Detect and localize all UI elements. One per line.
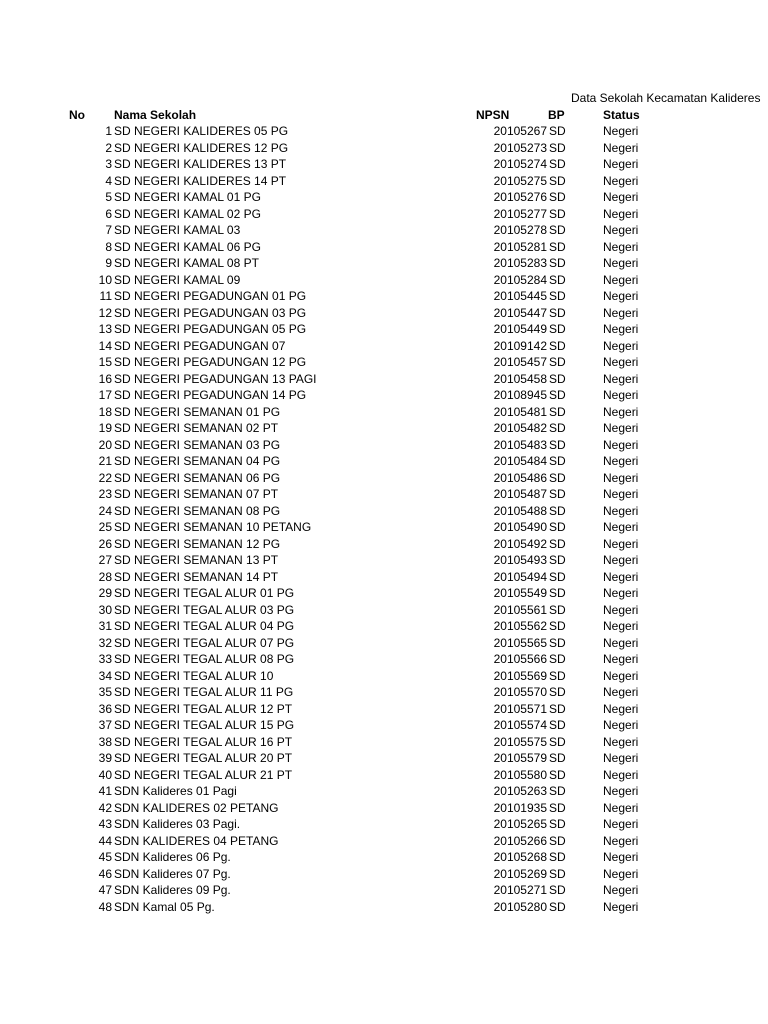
school-status: Negeri xyxy=(603,421,639,435)
school-status: Negeri xyxy=(603,173,639,188)
school-name: SD NEGERI SEMANAN 08 PG xyxy=(114,503,281,518)
school-name: SD NEGERI TEGAL ALUR 15 PG xyxy=(114,718,295,732)
school-npsn: 20105284 xyxy=(493,272,547,287)
school-status: Negeri xyxy=(603,784,639,798)
school-name: SDN Kalideres 06 Pg. xyxy=(114,850,231,864)
row-number: 8 xyxy=(105,239,112,254)
table-row xyxy=(0,684,768,701)
table-row xyxy=(0,420,768,437)
row-number: 26 xyxy=(98,536,112,551)
school-status: Negeri xyxy=(603,586,639,600)
school-npsn: 20105457 xyxy=(493,355,547,369)
school-name: SDN Kamal 05 Pg. xyxy=(114,899,215,914)
school-npsn: 20105494 xyxy=(493,569,547,584)
school-status: Negeri xyxy=(603,701,639,716)
table-row xyxy=(0,503,768,520)
school-bp: SD xyxy=(549,503,566,518)
table-row xyxy=(0,651,768,668)
school-status: Negeri xyxy=(603,652,639,666)
school-status: Negeri xyxy=(603,223,639,237)
school-status: Negeri xyxy=(603,602,639,617)
school-npsn: 20105266 xyxy=(493,833,547,848)
school-npsn: 20105481 xyxy=(493,404,547,419)
school-status: Negeri xyxy=(603,239,639,254)
school-bp: SD xyxy=(549,157,566,171)
header-npsn: NPSN xyxy=(476,108,510,122)
row-number: 20 xyxy=(98,437,112,452)
school-name: SD NEGERI SEMANAN 13 PT xyxy=(114,553,279,567)
table-row xyxy=(0,189,768,206)
school-name: SD NEGERI PEGADUNGAN 12 PG xyxy=(114,355,307,369)
school-npsn: 20105269 xyxy=(493,866,547,881)
school-npsn: 20105579 xyxy=(493,751,547,765)
school-status: Negeri xyxy=(603,569,639,584)
school-status: Negeri xyxy=(603,272,639,287)
table-row xyxy=(0,750,768,767)
row-number: 23 xyxy=(98,487,112,501)
row-number: 13 xyxy=(98,322,112,336)
table-row xyxy=(0,470,768,487)
school-name: SD NEGERI PEGADUNGAN 14 PG xyxy=(114,388,307,402)
row-number: 25 xyxy=(98,520,112,534)
table-row xyxy=(0,734,768,751)
table-row xyxy=(0,602,768,619)
row-number: 44 xyxy=(98,833,112,848)
school-bp: SD xyxy=(549,536,566,551)
school-bp: SD xyxy=(549,668,566,683)
school-bp: SD xyxy=(549,272,566,287)
school-npsn: 20105275 xyxy=(493,173,547,188)
row-number: 45 xyxy=(98,850,112,864)
school-bp: SD xyxy=(549,701,566,716)
school-status: Negeri xyxy=(603,206,639,221)
row-number: 32 xyxy=(98,635,112,650)
row-number: 35 xyxy=(98,685,112,699)
row-number: 1 xyxy=(105,124,112,138)
school-npsn: 20105571 xyxy=(493,701,547,716)
school-bp: SD xyxy=(549,239,566,254)
row-number: 16 xyxy=(98,371,112,386)
table-row xyxy=(0,206,768,223)
school-npsn: 20105562 xyxy=(493,619,547,633)
school-name: SD NEGERI KALIDERES 14 PT xyxy=(114,173,287,188)
table-row xyxy=(0,585,768,602)
school-bp: SD xyxy=(549,718,566,732)
school-name: SD NEGERI KALIDERES 12 PG xyxy=(114,140,289,155)
row-number: 12 xyxy=(98,305,112,320)
school-npsn: 20105280 xyxy=(493,899,547,914)
table-row xyxy=(0,536,768,553)
school-bp: SD xyxy=(549,619,566,633)
school-name: SDN Kalideres 09 Pg. xyxy=(114,883,231,897)
school-name: SD NEGERI SEMANAN 02 PT xyxy=(114,421,279,435)
table-row xyxy=(0,288,768,305)
school-bp: SD xyxy=(549,635,566,650)
table-row xyxy=(0,222,768,239)
school-bp: SD xyxy=(549,404,566,419)
school-npsn: 20101935 xyxy=(493,800,547,815)
school-name: SDN Kalideres 07 Pg. xyxy=(114,866,231,881)
school-name: SD NEGERI SEMANAN 01 PG xyxy=(114,404,281,419)
school-name: SD NEGERI TEGAL ALUR 04 PG xyxy=(114,619,295,633)
school-npsn: 20105263 xyxy=(493,784,547,798)
school-name: SD NEGERI PEGADUNGAN 03 PG xyxy=(114,305,307,320)
sheet-title: Data Sekolah Kecamatan Kalideres xyxy=(571,91,761,105)
table-row xyxy=(0,123,768,140)
table-row xyxy=(0,618,768,635)
table-row xyxy=(0,140,768,157)
school-name: SD NEGERI TEGAL ALUR 16 PT xyxy=(114,734,293,749)
school-bp: SD xyxy=(549,569,566,584)
table-row xyxy=(0,849,768,866)
school-bp: SD xyxy=(549,800,566,815)
table-row xyxy=(0,354,768,371)
school-name: SD NEGERI TEGAL ALUR 21 PT xyxy=(114,767,293,782)
row-number: 38 xyxy=(98,734,112,749)
school-bp: SD xyxy=(549,520,566,534)
table-row xyxy=(0,338,768,355)
school-status: Negeri xyxy=(603,322,639,336)
row-number: 10 xyxy=(98,272,112,287)
row-number: 5 xyxy=(105,190,112,204)
school-npsn: 20105575 xyxy=(493,734,547,749)
school-bp: SD xyxy=(549,190,566,204)
school-name: SD NEGERI PEGADUNGAN 01 PG xyxy=(114,289,307,303)
school-status: Negeri xyxy=(603,899,639,914)
school-npsn: 20105561 xyxy=(493,602,547,617)
school-bp: SD xyxy=(549,454,566,468)
row-number: 36 xyxy=(98,701,112,716)
school-npsn: 20105574 xyxy=(493,718,547,732)
school-name: SD NEGERI SEMANAN 07 PT xyxy=(114,487,279,501)
school-name: SD NEGERI TEGAL ALUR 08 PG xyxy=(114,652,295,666)
school-status: Negeri xyxy=(603,487,639,501)
table-row xyxy=(0,569,768,586)
table-row xyxy=(0,387,768,404)
school-status: Negeri xyxy=(603,256,639,270)
school-npsn: 20105265 xyxy=(493,817,547,831)
school-bp: SD xyxy=(549,124,566,138)
school-name: SDN Kalideres 01 Pagi xyxy=(114,784,237,798)
school-npsn: 20105278 xyxy=(493,223,547,237)
row-number: 42 xyxy=(98,800,112,815)
school-name: SD NEGERI KAMAL 03 xyxy=(114,223,241,237)
row-number: 27 xyxy=(98,553,112,567)
table-row xyxy=(0,486,768,503)
school-npsn: 20105570 xyxy=(493,685,547,699)
school-bp: SD xyxy=(549,289,566,303)
row-number: 17 xyxy=(98,388,112,402)
school-npsn: 20105492 xyxy=(493,536,547,551)
row-number: 9 xyxy=(105,256,112,270)
row-number: 7 xyxy=(105,223,112,237)
table-row xyxy=(0,783,768,800)
school-name: SD NEGERI SEMANAN 06 PG xyxy=(114,470,281,485)
school-name: SD NEGERI KAMAL 06 PG xyxy=(114,239,261,254)
school-status: Negeri xyxy=(603,190,639,204)
school-status: Negeri xyxy=(603,833,639,848)
school-bp: SD xyxy=(549,602,566,617)
table-row xyxy=(0,800,768,817)
table-row xyxy=(0,453,768,470)
school-status: Negeri xyxy=(603,619,639,633)
row-number: 31 xyxy=(98,619,112,633)
row-number: 11 xyxy=(99,289,112,303)
school-status: Negeri xyxy=(603,124,639,138)
school-status: Negeri xyxy=(603,454,639,468)
table-row xyxy=(0,635,768,652)
school-name: SD NEGERI TEGAL ALUR 10 xyxy=(114,668,274,683)
school-status: Negeri xyxy=(603,734,639,749)
table-row xyxy=(0,899,768,916)
school-npsn: 20105565 xyxy=(493,635,547,650)
school-name: SD NEGERI PEGADUNGAN 13 PAGI xyxy=(114,371,317,386)
school-bp: SD xyxy=(549,206,566,221)
school-status: Negeri xyxy=(603,800,639,815)
school-name: SD NEGERI SEMANAN 10 PETANG xyxy=(114,520,312,534)
school-name: SD NEGERI TEGAL ALUR 07 PG xyxy=(114,635,295,650)
table-row xyxy=(0,305,768,322)
row-number: 19 xyxy=(98,421,112,435)
school-status: Negeri xyxy=(603,883,639,897)
school-status: Negeri xyxy=(603,388,639,402)
table-row xyxy=(0,866,768,883)
school-bp: SD xyxy=(549,338,566,353)
school-bp: SD xyxy=(549,833,566,848)
row-number: 41 xyxy=(98,784,112,798)
school-npsn: 20105274 xyxy=(493,157,547,171)
school-bp: SD xyxy=(549,140,566,155)
table-row xyxy=(0,404,768,421)
school-npsn: 20105484 xyxy=(493,454,547,468)
table-row xyxy=(0,767,768,784)
school-name: SD NEGERI KAMAL 02 PG xyxy=(114,206,261,221)
school-bp: SD xyxy=(549,437,566,452)
school-npsn: 20105283 xyxy=(493,256,547,270)
school-bp: SD xyxy=(549,866,566,881)
school-status: Negeri xyxy=(603,685,639,699)
table-row xyxy=(0,239,768,256)
school-npsn: 20105482 xyxy=(493,421,547,435)
school-bp: SD xyxy=(549,685,566,699)
school-npsn: 20105483 xyxy=(493,437,547,452)
school-bp: SD xyxy=(549,734,566,749)
row-number: 22 xyxy=(98,470,112,485)
school-bp: SD xyxy=(549,371,566,386)
table-row xyxy=(0,882,768,899)
school-npsn: 20105276 xyxy=(493,190,547,204)
school-npsn: 20105549 xyxy=(493,586,547,600)
school-bp: SD xyxy=(549,784,566,798)
school-bp: SD xyxy=(549,256,566,270)
table-row xyxy=(0,519,768,536)
row-number: 3 xyxy=(105,157,112,171)
school-table-body xyxy=(0,123,768,915)
school-bp: SD xyxy=(549,553,566,567)
table-row xyxy=(0,668,768,685)
school-npsn: 20105486 xyxy=(493,470,547,485)
school-name: SDN KALIDERES 02 PETANG xyxy=(114,800,279,815)
school-bp: SD xyxy=(549,355,566,369)
school-npsn: 20105268 xyxy=(493,850,547,864)
table-row xyxy=(0,701,768,718)
school-name: SD NEGERI TEGAL ALUR 01 PG xyxy=(114,586,295,600)
table-row xyxy=(0,816,768,833)
school-status: Negeri xyxy=(603,817,639,831)
row-number: 30 xyxy=(98,602,112,617)
school-name: SD NEGERI SEMANAN 12 PG xyxy=(114,536,281,551)
school-status: Negeri xyxy=(603,371,639,386)
row-number: 33 xyxy=(98,652,112,666)
school-npsn: 20105488 xyxy=(493,503,547,518)
school-npsn: 20105493 xyxy=(493,553,547,567)
school-name: SD NEGERI SEMANAN 14 PT xyxy=(114,569,279,584)
school-name: SD NEGERI KAMAL 01 PG xyxy=(114,190,261,204)
school-status: Negeri xyxy=(603,718,639,732)
school-bp: SD xyxy=(549,767,566,782)
school-bp: SD xyxy=(549,305,566,320)
table-row xyxy=(0,321,768,338)
row-number: 18 xyxy=(98,404,112,419)
row-number: 39 xyxy=(98,751,112,765)
school-npsn: 20105490 xyxy=(493,520,547,534)
school-name: SD NEGERI TEGAL ALUR 20 PT xyxy=(114,751,293,765)
row-number: 40 xyxy=(98,767,112,782)
school-npsn: 20105267 xyxy=(493,124,547,138)
row-number: 24 xyxy=(98,503,112,518)
table-row xyxy=(0,156,768,173)
school-bp: SD xyxy=(549,883,566,897)
school-name: SD NEGERI KALIDERES 13 PT xyxy=(114,157,287,171)
school-status: Negeri xyxy=(603,355,639,369)
school-name: SD NEGERI KAMAL 08 PT xyxy=(114,256,259,270)
row-number: 46 xyxy=(98,866,112,881)
school-npsn: 20105580 xyxy=(493,767,547,782)
school-bp: SD xyxy=(549,388,566,402)
school-npsn: 20105445 xyxy=(493,289,547,303)
school-bp: SD xyxy=(549,850,566,864)
school-npsn: 20105458 xyxy=(493,371,547,386)
table-row xyxy=(0,371,768,388)
row-number: 48 xyxy=(98,899,112,914)
school-name: SD NEGERI TEGAL ALUR 03 PG xyxy=(114,602,295,617)
school-status: Negeri xyxy=(603,140,639,155)
row-number: 2 xyxy=(105,140,112,155)
header-status: Status xyxy=(603,108,640,122)
row-number: 15 xyxy=(98,355,112,369)
school-bp: SD xyxy=(549,817,566,831)
school-bp: SD xyxy=(549,421,566,435)
row-number: 43 xyxy=(98,817,112,831)
school-npsn: 20108945 xyxy=(493,388,547,402)
table-row xyxy=(0,437,768,454)
school-npsn: 20105449 xyxy=(493,322,547,336)
table-row xyxy=(0,717,768,734)
row-number: 47 xyxy=(98,883,112,897)
school-npsn: 20105281 xyxy=(493,239,547,254)
school-npsn: 20105271 xyxy=(493,883,547,897)
school-bp: SD xyxy=(549,470,566,485)
school-name: SD NEGERI KALIDERES 05 PG xyxy=(114,124,289,138)
school-npsn: 20105447 xyxy=(493,305,547,320)
school-name: SD NEGERI KAMAL 09 xyxy=(114,272,241,287)
school-npsn: 20105569 xyxy=(493,668,547,683)
school-bp: SD xyxy=(549,899,566,914)
header-no: No xyxy=(69,108,85,122)
row-number: 37 xyxy=(98,718,112,732)
school-status: Negeri xyxy=(603,866,639,881)
school-status: Negeri xyxy=(603,289,639,303)
table-row xyxy=(0,552,768,569)
table-row xyxy=(0,272,768,289)
school-status: Negeri xyxy=(603,305,639,320)
school-name: SD NEGERI SEMANAN 04 PG xyxy=(114,454,281,468)
school-bp: SD xyxy=(549,173,566,188)
row-number: 34 xyxy=(98,668,112,683)
school-npsn: 20105487 xyxy=(493,487,547,501)
row-number: 4 xyxy=(105,173,112,188)
school-status: Negeri xyxy=(603,850,639,864)
school-status: Negeri xyxy=(603,338,639,353)
row-number: 21 xyxy=(98,454,112,468)
school-bp: SD xyxy=(549,322,566,336)
school-name: SD NEGERI SEMANAN 03 PG xyxy=(114,437,281,452)
school-status: Negeri xyxy=(603,767,639,782)
table-row xyxy=(0,833,768,850)
school-name: SDN Kalideres 03 Pagi. xyxy=(114,817,241,831)
school-name: SD NEGERI TEGAL ALUR 11 PG xyxy=(114,685,294,699)
table-row xyxy=(0,173,768,190)
school-bp: SD xyxy=(549,586,566,600)
school-bp: SD xyxy=(549,223,566,237)
school-status: Negeri xyxy=(603,503,639,518)
school-npsn: 20105273 xyxy=(493,140,547,155)
school-status: Negeri xyxy=(603,437,639,452)
header-bp: BP xyxy=(548,108,565,122)
school-status: Negeri xyxy=(603,751,639,765)
school-bp: SD xyxy=(549,751,566,765)
school-npsn: 20109142 xyxy=(493,338,547,353)
school-bp: SD xyxy=(549,652,566,666)
school-npsn: 20105277 xyxy=(493,206,547,221)
header-nama-sekolah: Nama Sekolah xyxy=(114,108,197,122)
school-name: SD NEGERI PEGADUNGAN 05 PG xyxy=(114,322,307,336)
school-status: Negeri xyxy=(603,520,639,534)
school-name: SD NEGERI TEGAL ALUR 12 PT xyxy=(114,701,293,716)
row-number: 29 xyxy=(98,586,112,600)
row-number: 28 xyxy=(98,569,112,584)
school-status: Negeri xyxy=(603,536,639,551)
school-status: Negeri xyxy=(603,157,639,171)
school-bp: SD xyxy=(549,487,566,501)
row-number: 14 xyxy=(98,338,112,353)
school-name: SDN KALIDERES 04 PETANG xyxy=(114,833,279,848)
school-status: Negeri xyxy=(603,404,639,419)
school-npsn: 20105566 xyxy=(493,652,547,666)
row-number: 6 xyxy=(105,206,112,221)
school-status: Negeri xyxy=(603,470,639,485)
school-name: SD NEGERI PEGADUNGAN 07 xyxy=(114,338,286,353)
school-status: Negeri xyxy=(603,635,639,650)
school-status: Negeri xyxy=(603,668,639,683)
table-row xyxy=(0,255,768,272)
school-status: Negeri xyxy=(603,553,639,567)
